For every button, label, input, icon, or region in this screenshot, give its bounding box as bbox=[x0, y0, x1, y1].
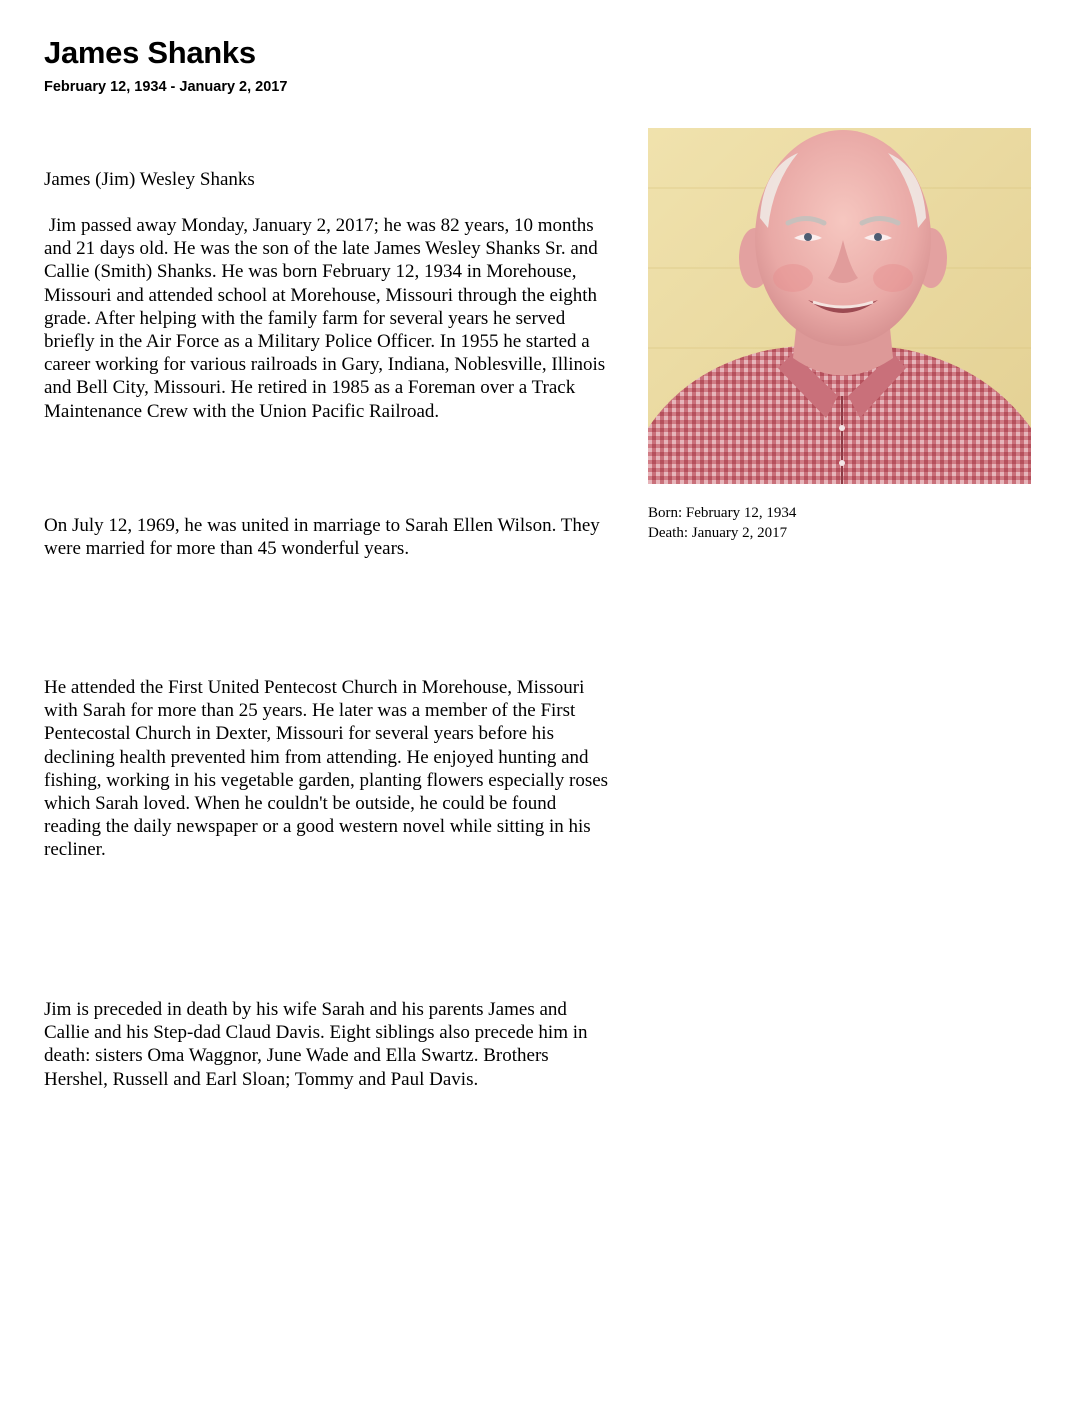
biography-paragraph: Jim passed away Monday, January 2, 2017; he was 82 years, 10 months and 21 days old. He was the son of the late James Wesley Shanks Sr. and Callie (Smith) Shanks. He was born February 12, 1934 in Morehouse, Missouri and attended school at Morehouse, Missouri through the eighth grade. After helping with the family farm for several years he served briefly in the Air Force as a Military Police Officer. In 1955 he started a career working for various railroads in Gary, Indiana, Noblesville, Illinois and Bell City, Missouri. He retired in 1985 as a Foreman over a Track Maintenance Crew with the Union Pacific Railroad. bbox=[44, 215, 610, 422]
full-name-paragraph: James (Jim) Wesley Shanks bbox=[44, 169, 255, 190]
born-date: Born: February 12, 1934 bbox=[648, 505, 797, 521]
church-paragraph: He attended the First United Pentecost Church in Morehouse, Missouri with Sarah for more than 25 years. He later was a member of the First Pentecostal Church in Dexter, Missouri for several years before his declining health prevented him from attending. He enjoyed hunting and fishing, working in his vegetable garden, planting flowers especially roses which Sarah loved. When he couldn't be outside, he could be found reading the daily newspaper or a good western novel while sitting in his recliner. bbox=[44, 677, 609, 861]
dates-caption bbox=[648, 504, 796, 543]
portrait-photo bbox=[648, 128, 1031, 484]
marriage-paragraph: On July 12, 1969, he was united in marriage to Sarah Ellen Wilson. They were married for more than 45 wonderful years. bbox=[44, 515, 600, 560]
obituary-title: James Shanks bbox=[44, 35, 256, 70]
family-paragraph: Jim is preceded in death by his wife Sarah and his parents James and Callie and his Step-dad Claud Davis. Eight siblings also precede him in death: sisters Oma Waggnor, June Wade and Ella Swartz. Brothers Hershel, Russell and Earl Sloan; Tommy and Paul Davis. bbox=[44, 999, 588, 1090]
death-date: Death: January 2, 2017 bbox=[648, 524, 788, 541]
life-dates: February 12, 1934 - January 2, 2017 bbox=[44, 79, 288, 95]
